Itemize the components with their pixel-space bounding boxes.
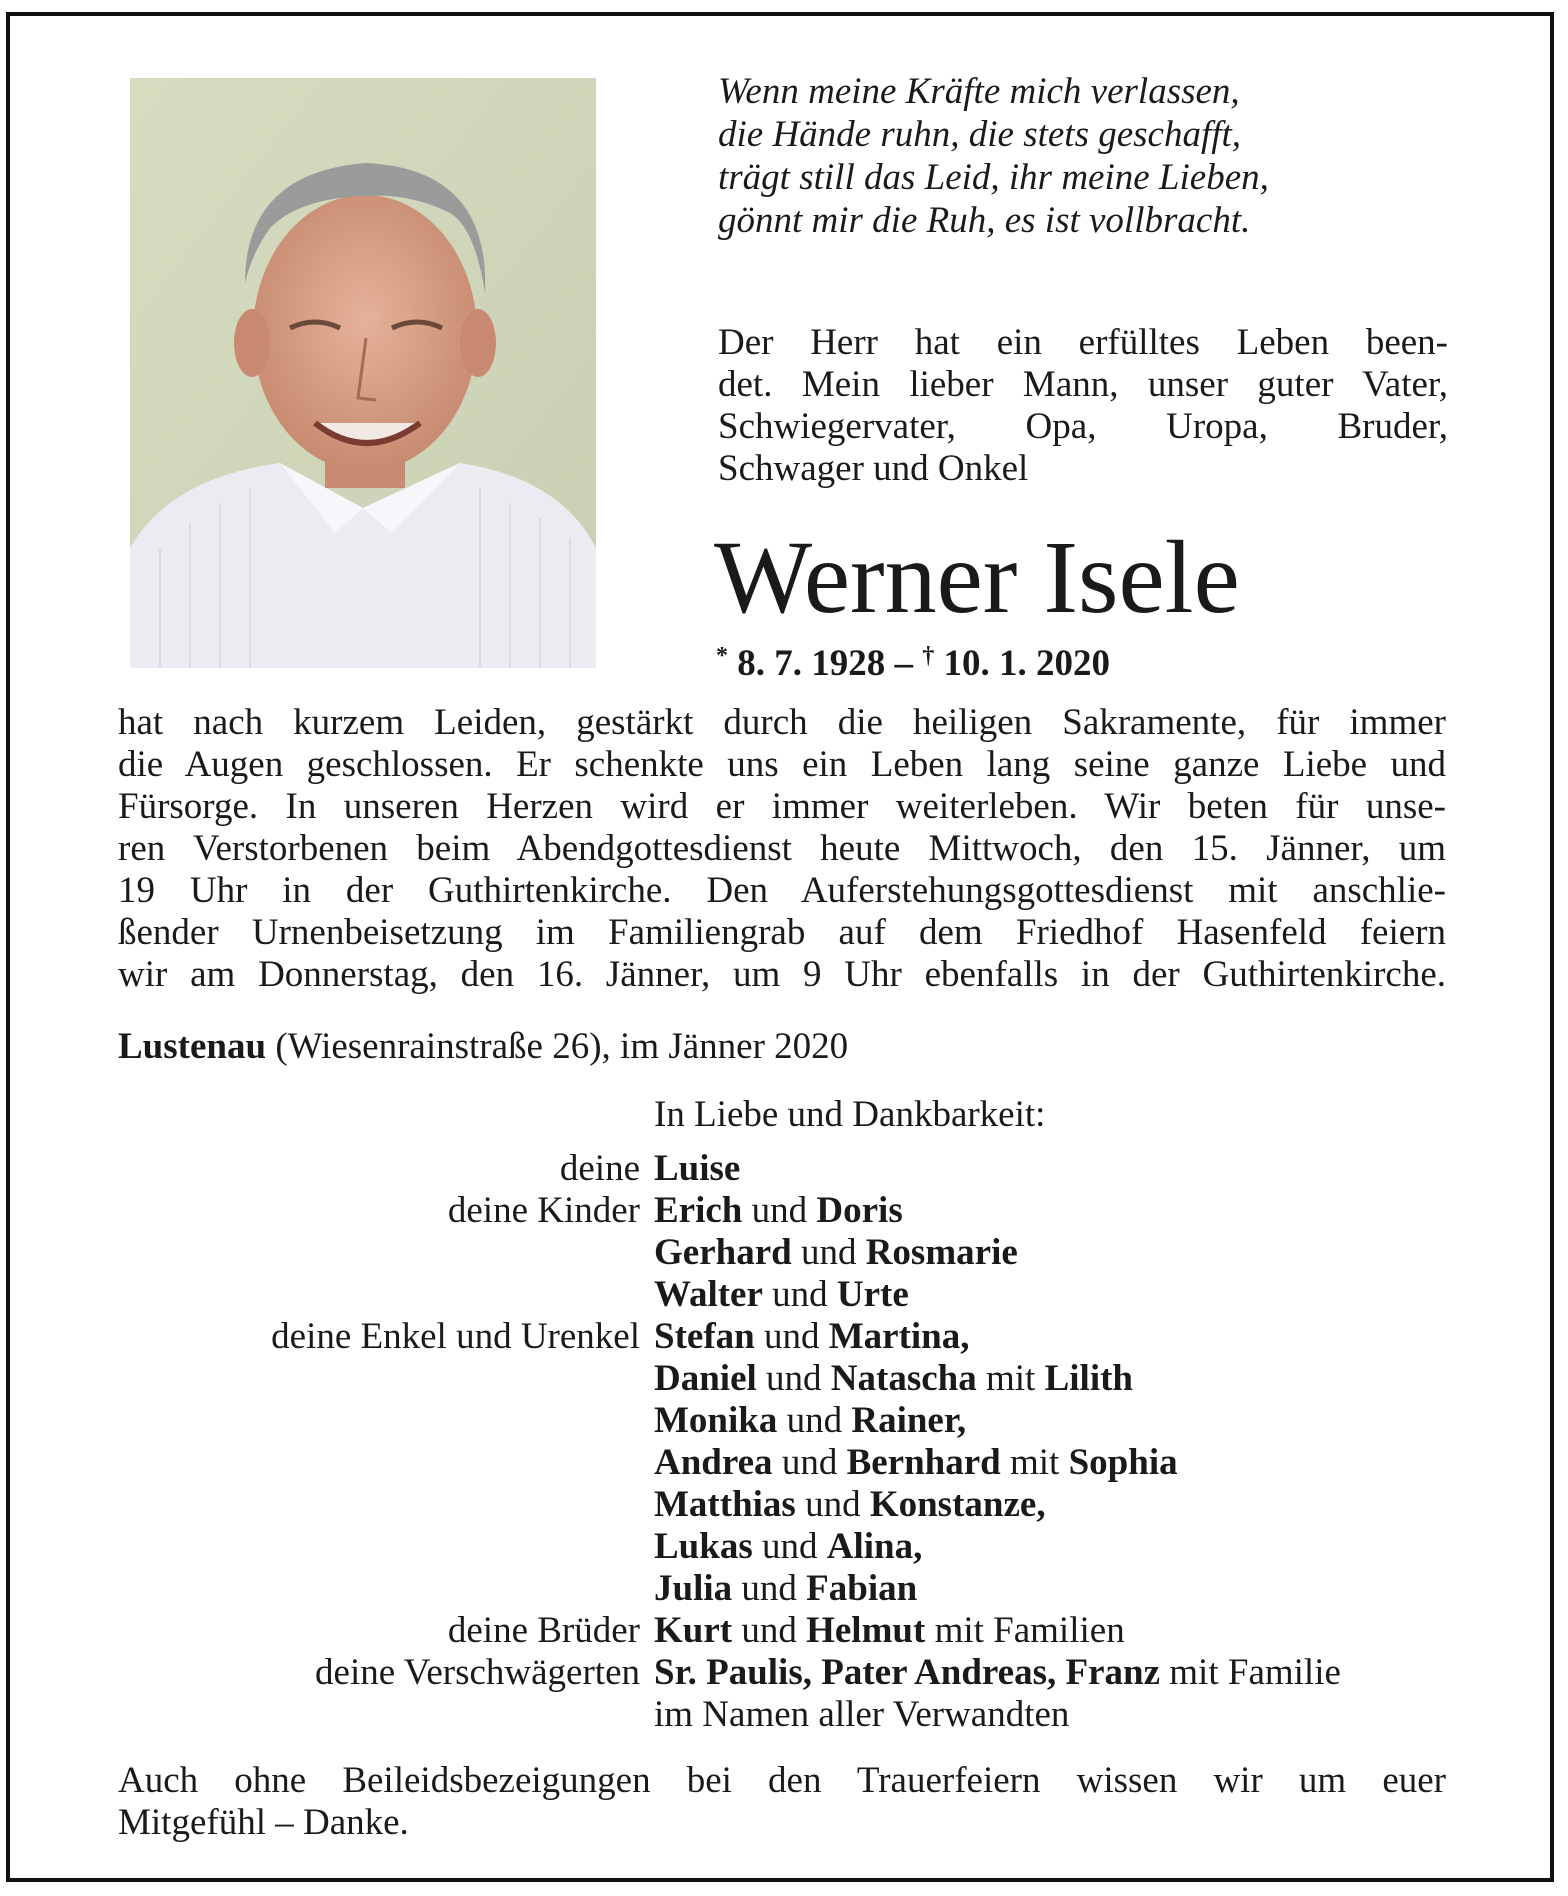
closing-text [118,1760,1446,1844]
poem-line: trägt still das Leid, ihr meine Lieben, [718,157,1269,198]
mourner-relation [100,1694,654,1736]
main-line: Fürsorge. In unseren Herzen wird er immer weiterleben. Wir beten für unse- [118,786,1446,827]
place-town: Lustenau [118,1026,267,1067]
mourner-names: Luise [654,1148,741,1189]
closing-line: Mitgefühl – Danke. [118,1802,409,1843]
poem-verse [718,70,1438,242]
mourner-relation: deine Verschwägerten [315,1652,640,1693]
mourner-row [100,1484,1460,1526]
mourners-list [100,1148,1460,1736]
main-text [118,702,1446,996]
mourner-names: im Namen aller Verwandten [654,1694,1070,1735]
intro-line: Schwager und Onkel [718,448,1029,489]
mourner-relation [100,1568,654,1610]
place-details: (Wiesenrainstraße 26), im Jänner 2020 [266,1026,849,1067]
main-line: wir am Donnerstag, den 16. Jänner, um 9 Uhr ebenfalls in der Guthirtenkirche. [118,954,1446,995]
mourner-names: Monika und Rainer, [654,1400,967,1441]
mourner-row [100,1442,1460,1484]
poem-line: die Hände ruhn, die stets geschafft, [718,114,1242,155]
dank-line: In Liebe und Dankbarkeit: [654,1094,1046,1135]
birth-symbol: * [716,643,728,669]
mourner-names: Stefan und Martina, [654,1316,970,1357]
mourner-relation: deine Brüder [447,1610,640,1651]
intro-line: det. Mein lieber Mann, unser guter Vater, [718,364,1448,405]
main-line: die Augen geschlossen. Er schenkte uns ein Leben lang seine ganze Liebe und [118,744,1446,785]
mourner-row [100,1610,1460,1652]
mourner-row [100,1274,1460,1316]
mourner-names: Andrea und Bernhard mit Sophia [654,1442,1178,1483]
mourner-names: Julia und Fabian [654,1568,918,1609]
mourner-relation [100,1400,654,1442]
mourner-row [100,1694,1460,1736]
mourner-relation [100,1442,654,1484]
mourner-names: Kurt und Helmut mit Familien [654,1610,1125,1651]
mourner-names: Lukas und Alina, [654,1526,923,1567]
mourner-relation: deine Kinder [447,1190,640,1231]
place-date-line [118,1026,848,1068]
mourner-row [100,1148,1460,1190]
mourner-names: Daniel und Natascha mit Lilith [654,1358,1133,1399]
mourner-relation [100,1526,654,1568]
mourner-row [100,1190,1460,1232]
mourner-names: Walter und Urte [654,1274,909,1315]
mourner-relation: deine Enkel und Urenkel [271,1316,640,1357]
main-line: ren Verstorbenen beim Abendgottesdienst heute Mittwoch, den 15. Jänner, um [118,828,1446,869]
date-separator: – [894,643,913,684]
mourner-row [100,1400,1460,1442]
deceased-name: Werner Isele [714,520,1240,635]
intro-line: Schwiegervater, Opa, Uropa, Bruder, [718,406,1448,447]
mourner-row [100,1358,1460,1400]
mourner-names: Gerhard und Rosmarie [654,1232,1018,1273]
mourner-row [100,1316,1460,1358]
mourner-names: Matthias und Konstanze, [654,1484,1046,1525]
main-line: 19 Uhr in der Guthirtenkirche. Den Auferstehungsgottesdienst mit anschlie- [118,870,1446,911]
poem-line: gönnt mir die Ruh, es ist vollbracht. [718,200,1251,241]
mourner-names: Sr. Paulis, Pater Andreas, Franz mit Familie [654,1652,1341,1693]
death-date: 10. 1. 2020 [943,643,1110,684]
mourner-relation [100,1358,654,1400]
mourner-row [100,1526,1460,1568]
poem-line: Wenn meine Kräfte mich verlassen, [718,71,1240,112]
mourner-row [100,1652,1460,1694]
death-symbol: † [922,643,935,669]
intro-text [718,322,1448,490]
intro-line: Der Herr hat ein erfülltes Leben been- [718,322,1448,363]
birth-date: 8. 7. 1928 [737,643,886,684]
portrait-photo [130,78,596,668]
main-line: hat nach kurzem Leiden, gestärkt durch die heiligen Sakramente, für immer [118,702,1446,743]
mourner-names: Erich und Doris [654,1190,903,1231]
mourner-relation [100,1484,654,1526]
mourner-row [100,1232,1460,1274]
closing-line: Auch ohne Beileidsbezeigungen bei den Trauerfeiern wissen wir um euer [118,1760,1446,1801]
main-line: ßender Urnenbeisetzung im Familiengrab auf dem Friedhof Hasenfeld feiern [118,912,1446,953]
mourner-relation [100,1232,654,1274]
mourner-relation [100,1274,654,1316]
mourner-relation: deine [559,1148,640,1189]
life-dates [716,636,1110,684]
mourner-row [100,1568,1460,1610]
